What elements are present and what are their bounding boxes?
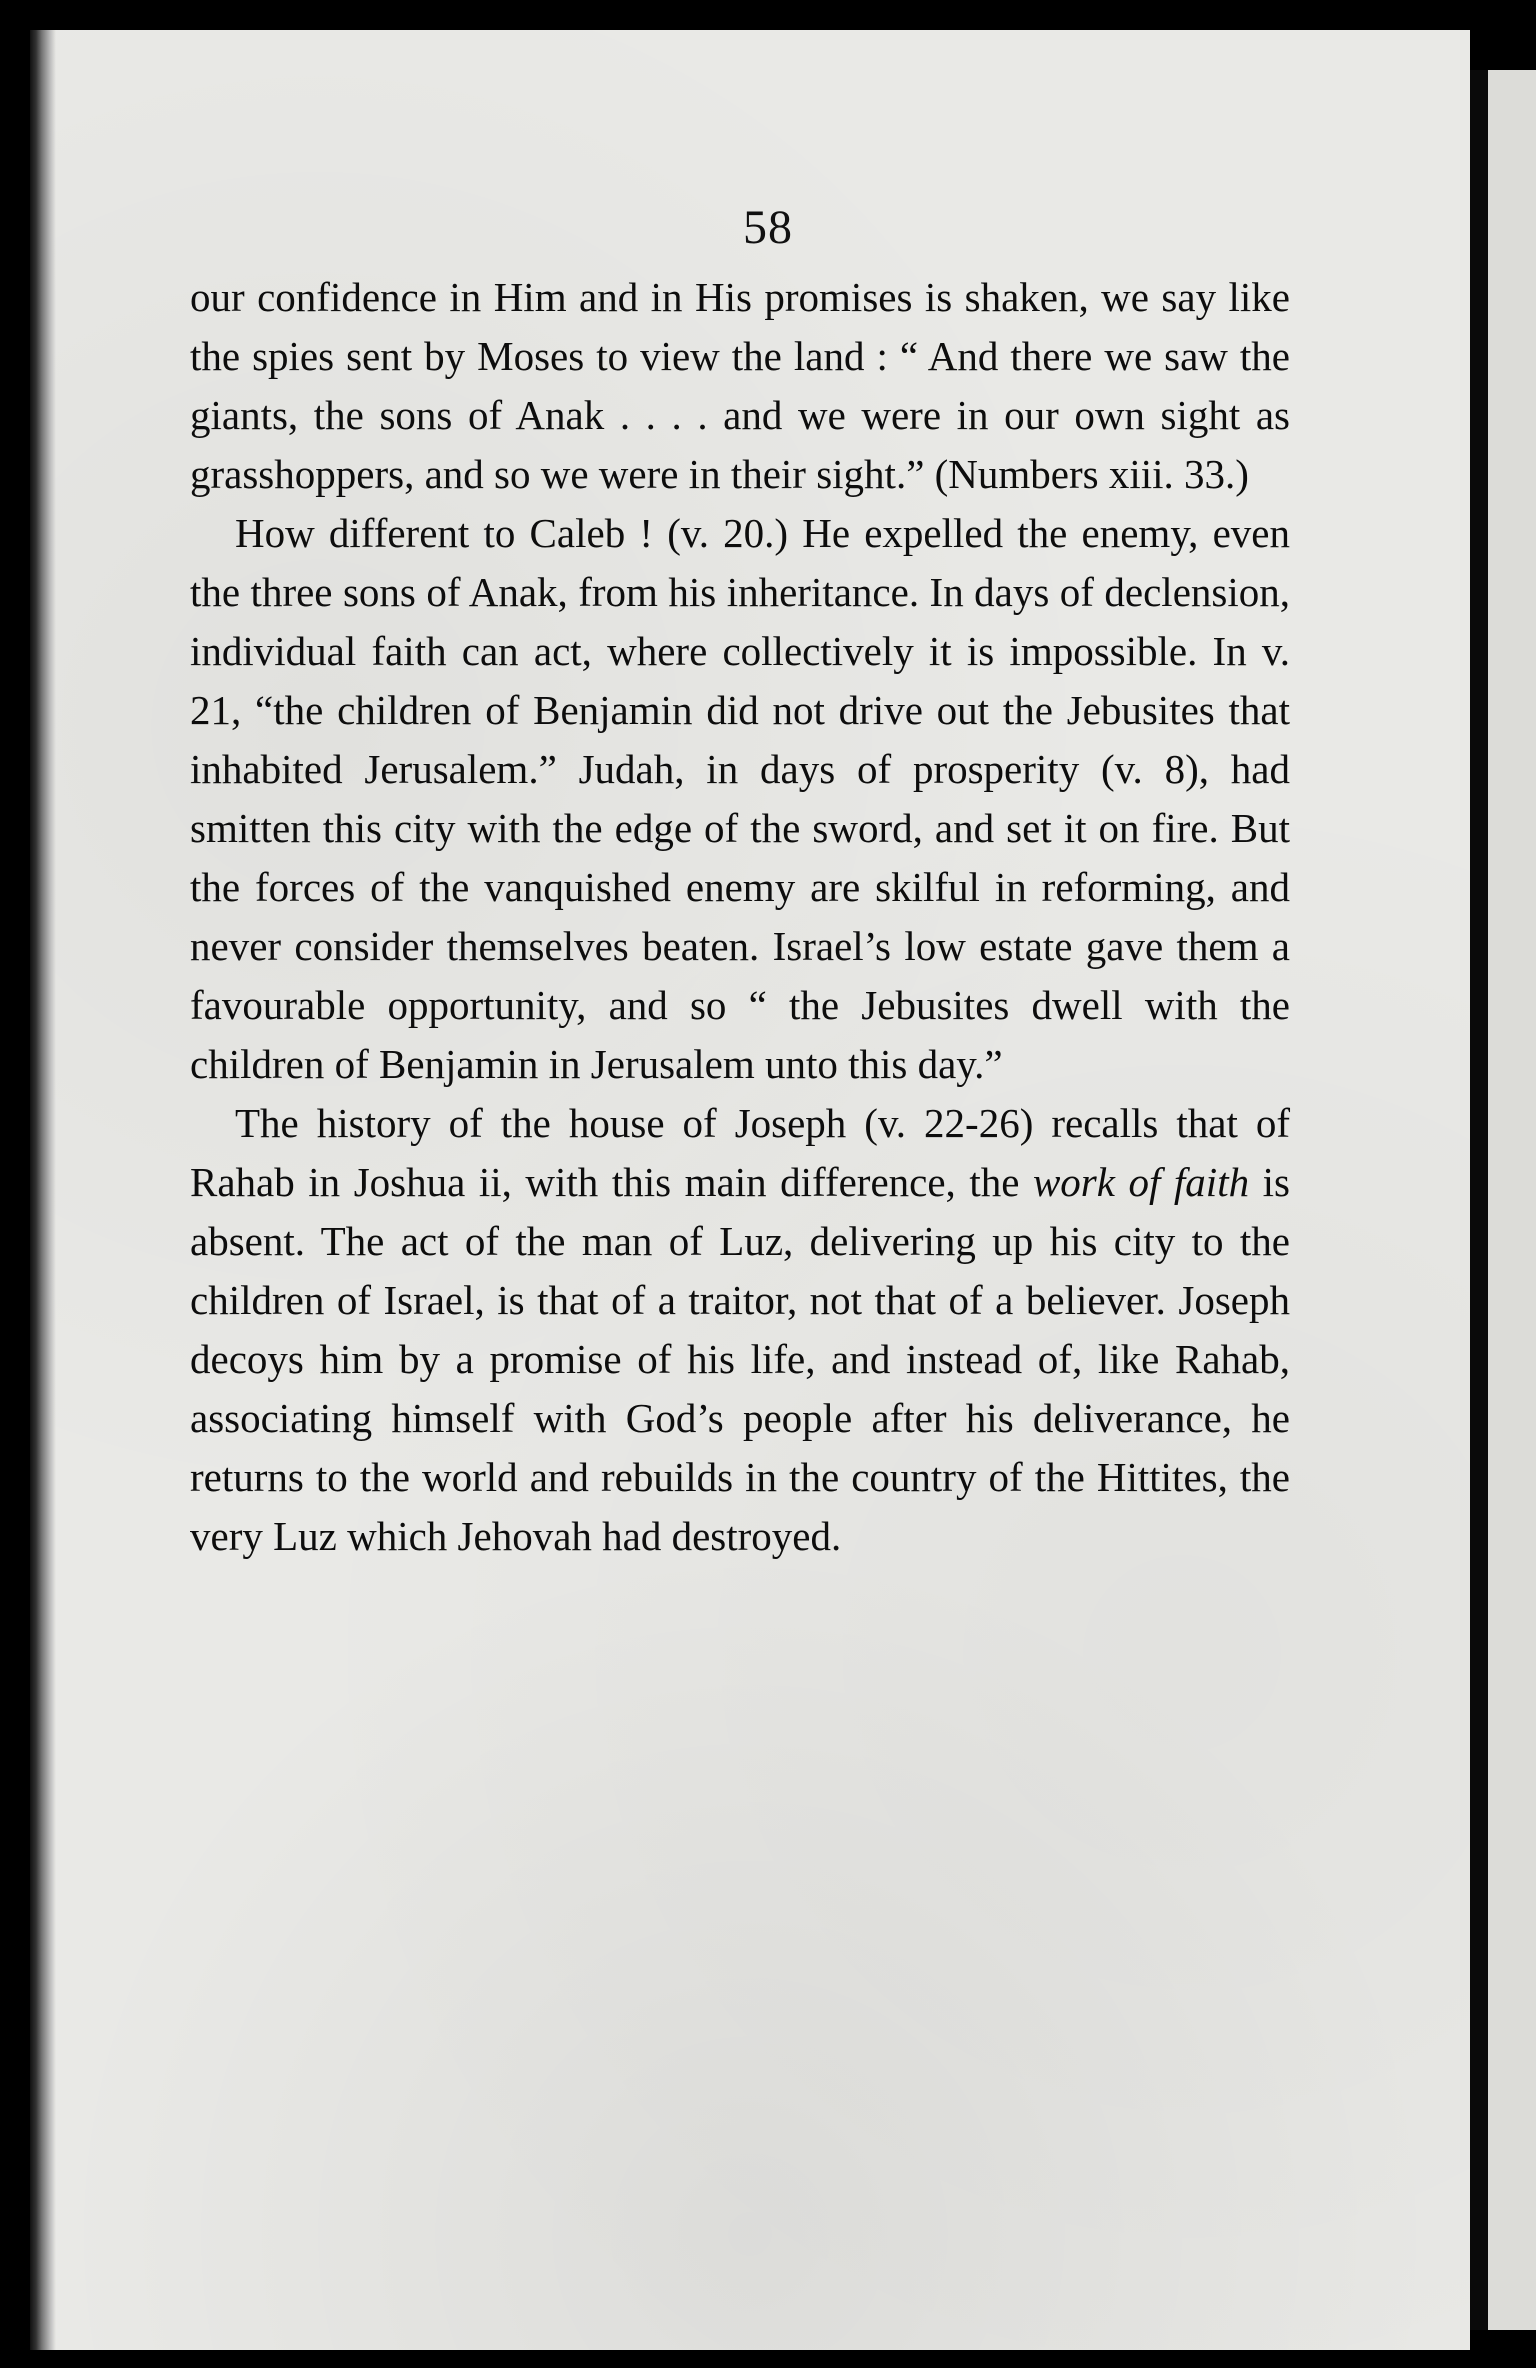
page-number: 58 <box>743 201 793 254</box>
paragraph-3 <box>190 1094 1290 1566</box>
text-segment: How different to Caleb ! (v. 20.) He expelled the enemy, even the three sons of Anak, from his inheritance. In days of declension, individual faith can act, where collectively it is impossible. In v. 21, “the children of Benjamin did not drive out the Jebusites that inhabited Jerusalem.” Judah, in days of prosperity (v. 8), had smitten this city with the edge of the sword, and set it on fire. But the forces of the vanquished enemy are skilful in reforming, and never consider themselves beaten. Israel’s low estate gave them a favourable opportunity, and so “ the Jebusites dwell with the children of Benjamin in Jerusalem unto this day.” <box>190 510 1290 1087</box>
text-segment: our confidence in Him and in His promises is shaken, we say like the spies sent by Moses to view the land : “ And there we saw the giants, the sons of Anak . . . . and we were in our own sight as grasshoppers, and so we were in their sight.” (Numbers xiii. 33.) <box>190 274 1290 497</box>
right-page-edge <box>1470 70 1488 2330</box>
text-segment: The history of the house of Joseph (v. 22-26) recalls that of Rahab in Joshua ii, with this main difference, the <box>190 1100 1290 1205</box>
paragraph-2 <box>190 504 1290 1094</box>
text-segment: is absent. The act of the man of Luz, delivering up his city to the children of Israel, is that of a traitor, not that of a believer. Joseph decoys him by a promise of his life, and instead of, like Rahab, associating himself with God’s people after his deliverance, he returns to the world and rebuilds in the country of the Hittites, the very Luz which Jehovah had destroyed. <box>190 1159 1290 1559</box>
page-binding-shadow <box>30 30 56 2350</box>
italic-phrase: work of faith <box>1032 1159 1250 1205</box>
paragraph-1 <box>190 268 1290 504</box>
body-text <box>190 268 1290 1566</box>
next-page-strip <box>1488 70 1536 2330</box>
